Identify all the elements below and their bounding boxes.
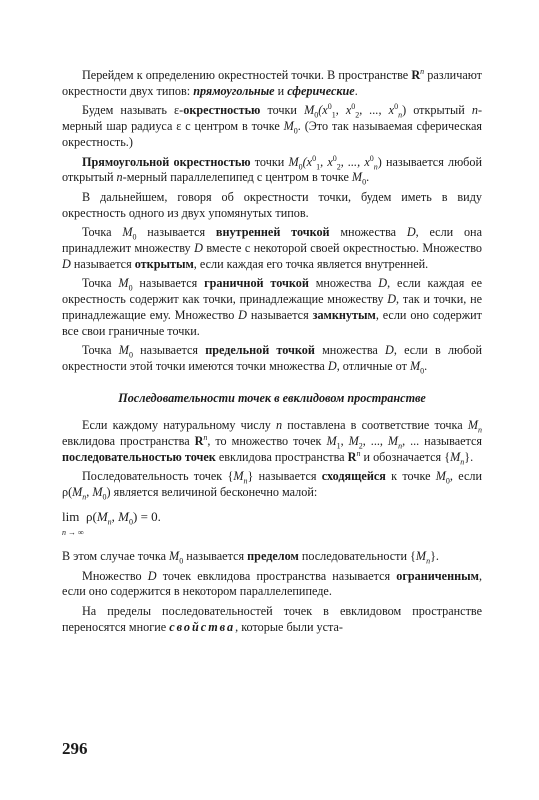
- paragraph-limit-point: Точка $M_0$ называется предельной точкой множества D, если в любой окрестности этой точки имеются точки множества D, отличные от $M_0$.: [62, 343, 482, 376]
- limit-expression: $\rho(M_n$, $M_0) = 0$.: [86, 508, 161, 527]
- paragraph-interior-point: Точка $M_0$ называется внутренней точкой множества D, если она принадлежит множеству D вместе с некоторой своей окрестностью. Множество D называется открытым, если каждая его точка является внутренней.: [62, 225, 482, 271]
- page-number: 296: [62, 739, 88, 758]
- paragraph-epsilon-neighborhood: Будем называть ε-окрестностью точки $M_0(x^0_1$, $x^0_2$, ..., $x^0_n$) открытый n-мерный шар радиуса ε с центром в точке $M_0$. (Это так называемая сферическая окрестность.): [62, 102, 482, 149]
- body-text: [62, 68, 482, 639]
- limit-formula: [62, 505, 482, 545]
- limit-operator: lim: [62, 508, 80, 524]
- paragraph-boundary-point: Точка $M_0$ называется граничной точкой множества D, если каждая ее окрестность содержит как точки, принадлежащие множеству D, так и точки, не принадлежащие ему. Множество D называется замкнутым, если оно содержит все свои граничные точки.: [62, 276, 483, 338]
- limit-subscript: n → ∞: [62, 527, 84, 537]
- paragraph-convention: В дальнейшем, говоря об окрестности точки, будем иметь в виду окрестность одного из двух упомянутых типов.: [62, 189, 482, 220]
- paragraph-properties: На пределы последовательностей точек в евклидовом пространстве переносятся многие свойства, которые были уста-: [62, 603, 482, 634]
- paragraph-bounded-set: Множество D точек евклидова пространства называется ограниченным, если оно содержится в некотором параллелепипеде.: [62, 568, 483, 599]
- paragraph-limit-definition: В этом случае точка $M_0$ называется пределом последовательности $\{M_n\}$.: [62, 548, 439, 566]
- paragraph-convergent-sequence: Последовательность точек $\{M_n\}$ называется сходящейся к точке $M_0$, если $\rho(M_n$, $M_0$) является величиной бесконечно малой:: [62, 469, 482, 502]
- paragraph-rectangular-neighborhood: Прямоугольной окрестностью точки $M_0(x^0_1$, $x^0_2$, ..., $x^0_n$) называется любой открытый n-мерный параллелепипед с центром в точке $M_0$.: [62, 153, 482, 187]
- paragraph-neighborhood-types: Перейдем к определению окрестностей точки. В пространстве $R^n$ различают окрестности двух типов: прямоугольные и сферические.: [62, 66, 483, 98]
- paragraph-sequence-definition: Если каждому натуральному числу n поставлена в соответствие точка $M_n$ евклидова пространства $R^n$, то множество точек $M_1$, $M_2$, ..., $M_n$, ... называется последовательностью точек евклидова пространства $R^n$ и обозначается $\{M_n\}$.: [62, 418, 483, 467]
- section-heading: Последовательности точек в евклидовом пространстве: [118, 390, 426, 405]
